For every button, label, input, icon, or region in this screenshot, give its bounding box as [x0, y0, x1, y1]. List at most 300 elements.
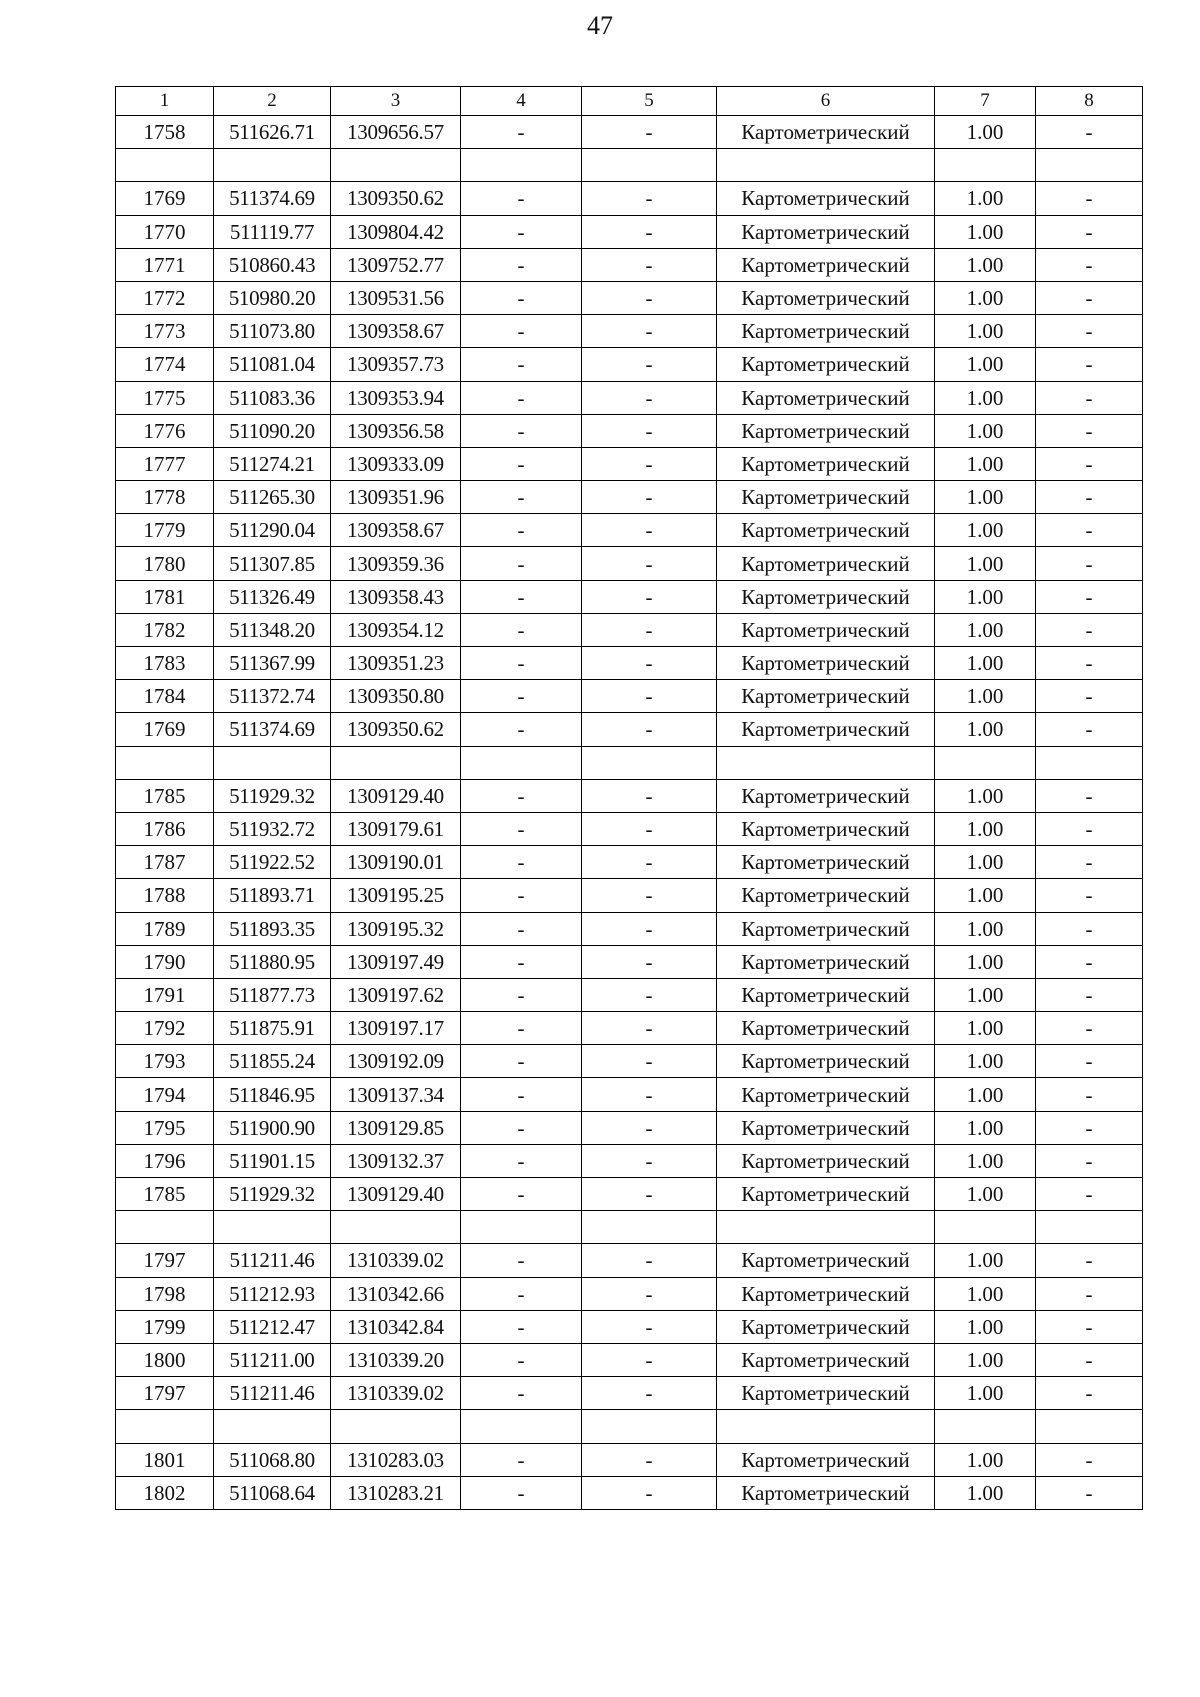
table-cell: - — [582, 812, 717, 845]
table-cell: - — [1036, 1012, 1143, 1045]
table-cell: 1309129.85 — [331, 1111, 461, 1144]
table-cell: - — [1036, 978, 1143, 1011]
table-cell: 511929.32 — [214, 1178, 331, 1211]
table-cell: 1309531.56 — [331, 281, 461, 314]
table-cell: Картометрический — [717, 1012, 935, 1045]
table-cell — [935, 1211, 1036, 1244]
table-cell: 511922.52 — [214, 846, 331, 879]
table-cell: - — [582, 978, 717, 1011]
table-cell: - — [461, 315, 582, 348]
table-cell: 511081.04 — [214, 348, 331, 381]
table-cell: - — [461, 447, 582, 480]
table-cell: 511901.15 — [214, 1144, 331, 1177]
table-row — [116, 315, 1143, 348]
table-cell: - — [1036, 248, 1143, 281]
table-cell: 1309358.67 — [331, 315, 461, 348]
table-cell: 1.00 — [935, 481, 1036, 514]
table-cell: - — [582, 1144, 717, 1177]
header-cell-4: 4 — [461, 87, 582, 116]
table-row — [116, 1111, 1143, 1144]
table-row — [116, 215, 1143, 248]
table-row — [116, 1012, 1143, 1045]
table-cell — [582, 1211, 717, 1244]
table-cell: - — [1036, 514, 1143, 547]
table-cell: 511374.69 — [214, 713, 331, 746]
table-cell: Картометрический — [717, 1244, 935, 1277]
table-cell: 1796 — [116, 1144, 214, 1177]
table-cell: 1309354.12 — [331, 613, 461, 646]
coordinates-table — [115, 86, 1143, 1510]
table-cell: 511211.46 — [214, 1244, 331, 1277]
table-cell: - — [1036, 1277, 1143, 1310]
table-cell: 1309192.09 — [331, 1045, 461, 1078]
table-cell: - — [582, 945, 717, 978]
table-cell: Картометрический — [717, 215, 935, 248]
table-cell: - — [461, 1244, 582, 1277]
table-cell: - — [1036, 1377, 1143, 1410]
table-cell: Картометрический — [717, 580, 935, 613]
table-cell: - — [1036, 945, 1143, 978]
table-cell — [331, 1410, 461, 1443]
table-cell: 1309356.58 — [331, 414, 461, 447]
table-cell: 1.00 — [935, 1012, 1036, 1045]
table-cell — [214, 746, 331, 779]
table-cell: 1.00 — [935, 414, 1036, 447]
table-cell: - — [1036, 580, 1143, 613]
table-cell: - — [461, 1178, 582, 1211]
table-cell: - — [582, 1277, 717, 1310]
table-cell: 1775 — [116, 381, 214, 414]
table-cell: 1310342.84 — [331, 1310, 461, 1343]
table-cell: 511119.77 — [214, 215, 331, 248]
table-cell: Картометрический — [717, 613, 935, 646]
table-cell — [1036, 149, 1143, 182]
table-cell: 1.00 — [935, 879, 1036, 912]
table-cell: 1309197.62 — [331, 978, 461, 1011]
table-cell: - — [461, 481, 582, 514]
table-cell: 1.00 — [935, 680, 1036, 713]
table-cell: 1309752.77 — [331, 248, 461, 281]
table-cell: - — [461, 1045, 582, 1078]
table-cell: Картометрический — [717, 713, 935, 746]
table-cell: - — [461, 1111, 582, 1144]
table-cell: 1.00 — [935, 647, 1036, 680]
table-cell: - — [1036, 1343, 1143, 1376]
table-cell: Картометрический — [717, 647, 935, 680]
table-row — [116, 547, 1143, 580]
page-number: 47 — [587, 11, 613, 40]
header-row — [116, 87, 1143, 116]
table-cell — [461, 746, 582, 779]
table-cell — [116, 746, 214, 779]
table-cell: 1.00 — [935, 182, 1036, 215]
table-cell: 511274.21 — [214, 447, 331, 480]
table-cell: - — [1036, 315, 1143, 348]
table-cell: Картометрический — [717, 779, 935, 812]
table-cell: - — [461, 812, 582, 845]
table-row — [116, 613, 1143, 646]
table-cell: 1780 — [116, 547, 214, 580]
table-cell: - — [582, 1012, 717, 1045]
table-cell: - — [1036, 1045, 1143, 1078]
table-cell: 511932.72 — [214, 812, 331, 845]
table-cell: 511290.04 — [214, 514, 331, 547]
table-cell: 1779 — [116, 514, 214, 547]
table-cell: 1788 — [116, 879, 214, 912]
table-cell: 1.00 — [935, 1343, 1036, 1376]
table-cell: - — [461, 613, 582, 646]
table-cell: 1787 — [116, 846, 214, 879]
table-cell: - — [582, 613, 717, 646]
table-cell: - — [582, 381, 717, 414]
table-row — [116, 281, 1143, 314]
table-cell: 1309197.17 — [331, 1012, 461, 1045]
table-cell: - — [461, 846, 582, 879]
table-cell: Картометрический — [717, 1310, 935, 1343]
table-cell: Картометрический — [717, 182, 935, 215]
table-cell: 1770 — [116, 215, 214, 248]
table-cell — [116, 1211, 214, 1244]
table-cell: - — [1036, 1244, 1143, 1277]
table-cell: - — [461, 713, 582, 746]
table-cell: Картометрический — [717, 315, 935, 348]
table-cell: 1798 — [116, 1277, 214, 1310]
separator-row — [116, 149, 1143, 182]
table-cell: - — [1036, 116, 1143, 149]
table-cell: 1797 — [116, 1377, 214, 1410]
table-cell: 1.00 — [935, 713, 1036, 746]
table-cell — [1036, 1410, 1143, 1443]
table-cell: - — [1036, 912, 1143, 945]
table-cell: 1.00 — [935, 1377, 1036, 1410]
table-cell: - — [461, 1310, 582, 1343]
table-cell: 1310339.02 — [331, 1244, 461, 1277]
table-cell: 1.00 — [935, 1476, 1036, 1509]
table-cell — [461, 1410, 582, 1443]
table-cell: 511875.91 — [214, 1012, 331, 1045]
table-cell: - — [461, 1443, 582, 1476]
table-cell: 1786 — [116, 812, 214, 845]
table-cell: 1309351.23 — [331, 647, 461, 680]
table-cell: - — [461, 680, 582, 713]
table-cell: 1309351.96 — [331, 481, 461, 514]
table-cell: 511307.85 — [214, 547, 331, 580]
table-cell: 511073.80 — [214, 315, 331, 348]
table-row — [116, 1045, 1143, 1078]
table-row — [116, 1078, 1143, 1111]
table-cell: - — [1036, 779, 1143, 812]
table-cell: 1.00 — [935, 1277, 1036, 1310]
table-cell: Картометрический — [717, 879, 935, 912]
table-cell: - — [582, 447, 717, 480]
table-cell: - — [582, 182, 717, 215]
table-cell: 1.00 — [935, 1045, 1036, 1078]
table-cell: Картометрический — [717, 1443, 935, 1476]
table-cell: 511211.46 — [214, 1377, 331, 1410]
table-cell: - — [1036, 1144, 1143, 1177]
table-cell: 511900.90 — [214, 1111, 331, 1144]
table-cell: - — [1036, 846, 1143, 879]
table-cell: 511846.95 — [214, 1078, 331, 1111]
table-cell: 1758 — [116, 116, 214, 149]
table-cell: 1784 — [116, 680, 214, 713]
table-cell: - — [582, 680, 717, 713]
table-cell: 511212.93 — [214, 1277, 331, 1310]
table-cell: Картометрический — [717, 1343, 935, 1376]
table-cell: 1.00 — [935, 1244, 1036, 1277]
table-cell: 1799 — [116, 1310, 214, 1343]
table-cell: 1.00 — [935, 812, 1036, 845]
table-cell — [935, 1410, 1036, 1443]
table-cell: 1.00 — [935, 348, 1036, 381]
table-cell: Картометрический — [717, 1476, 935, 1509]
table-row — [116, 647, 1143, 680]
table-cell: Картометрический — [717, 1045, 935, 1078]
table-cell: Картометрический — [717, 912, 935, 945]
table-cell: 1309357.73 — [331, 348, 461, 381]
table-cell: - — [461, 248, 582, 281]
table-cell: - — [1036, 1476, 1143, 1509]
table-cell: 1795 — [116, 1111, 214, 1144]
table-cell — [582, 746, 717, 779]
table-cell: 1769 — [116, 713, 214, 746]
table-cell — [1036, 1211, 1143, 1244]
table-cell: - — [461, 1078, 582, 1111]
table-row — [116, 348, 1143, 381]
table-cell: - — [461, 912, 582, 945]
table-cell: 511348.20 — [214, 613, 331, 646]
table-cell: 511265.30 — [214, 481, 331, 514]
table-cell: Картометрический — [717, 381, 935, 414]
table-cell: 1.00 — [935, 315, 1036, 348]
table-cell: - — [1036, 281, 1143, 314]
table-row — [116, 1310, 1143, 1343]
table-cell: - — [582, 248, 717, 281]
table-cell: 1793 — [116, 1045, 214, 1078]
header-cell-5: 5 — [582, 87, 717, 116]
table-cell: 511367.99 — [214, 647, 331, 680]
table-row — [116, 248, 1143, 281]
table-cell — [1036, 746, 1143, 779]
table-cell: - — [461, 182, 582, 215]
table-row — [116, 713, 1143, 746]
table-cell: - — [461, 414, 582, 447]
table-row — [116, 481, 1143, 514]
table-cell: 1791 — [116, 978, 214, 1011]
table-cell: 1309129.40 — [331, 1178, 461, 1211]
table-row — [116, 1277, 1143, 1310]
table-cell: 1.00 — [935, 846, 1036, 879]
table-cell: 1.00 — [935, 281, 1036, 314]
table-cell: - — [582, 779, 717, 812]
table-cell: 1785 — [116, 1178, 214, 1211]
table-cell — [214, 149, 331, 182]
table-cell: - — [582, 879, 717, 912]
table-cell: Картометрический — [717, 1277, 935, 1310]
table-cell: 1.00 — [935, 580, 1036, 613]
table-cell: Картометрический — [717, 248, 935, 281]
table-cell: 1.00 — [935, 613, 1036, 646]
table-cell: - — [1036, 1310, 1143, 1343]
table-cell: - — [461, 1343, 582, 1376]
table-row — [116, 779, 1143, 812]
table-cell: 1772 — [116, 281, 214, 314]
table-cell: - — [461, 1476, 582, 1509]
table-cell: 1.00 — [935, 1310, 1036, 1343]
table-cell: - — [582, 1443, 717, 1476]
table-cell — [116, 1410, 214, 1443]
table-cell: - — [582, 348, 717, 381]
table-cell: - — [582, 1244, 717, 1277]
table-cell: 1783 — [116, 647, 214, 680]
table-cell: Картометрический — [717, 812, 935, 845]
table-cell: - — [1036, 447, 1143, 480]
table-cell: - — [582, 713, 717, 746]
table-cell: - — [582, 116, 717, 149]
header-cell-8: 8 — [1036, 87, 1143, 116]
table-cell: 511893.35 — [214, 912, 331, 945]
table-cell: 1776 — [116, 414, 214, 447]
table-cell: - — [582, 912, 717, 945]
table-cell — [717, 1211, 935, 1244]
table-cell: 1309804.42 — [331, 215, 461, 248]
table-cell: - — [1036, 1078, 1143, 1111]
table-body — [116, 116, 1143, 1510]
table-cell: - — [461, 215, 582, 248]
table-cell: 1309350.62 — [331, 182, 461, 215]
table-cell: - — [1036, 1178, 1143, 1211]
table-row — [116, 846, 1143, 879]
table-cell: Картометрический — [717, 116, 935, 149]
table-cell: Картометрический — [717, 680, 935, 713]
table-cell: - — [461, 945, 582, 978]
table-row — [116, 447, 1143, 480]
table-cell: 1310342.66 — [331, 1277, 461, 1310]
table-row — [116, 879, 1143, 912]
table-cell: - — [1036, 713, 1143, 746]
table-cell: - — [461, 779, 582, 812]
table-cell: - — [1036, 1111, 1143, 1144]
table-cell: - — [582, 215, 717, 248]
table-cell: 1771 — [116, 248, 214, 281]
table-cell: 1790 — [116, 945, 214, 978]
table-cell: Картометрический — [717, 846, 935, 879]
table-cell: 511893.71 — [214, 879, 331, 912]
table-cell: 1801 — [116, 1443, 214, 1476]
table-cell: Картометрический — [717, 547, 935, 580]
table-cell: - — [1036, 481, 1143, 514]
table-cell: - — [461, 348, 582, 381]
table-row — [116, 1443, 1143, 1476]
table-cell: 1.00 — [935, 1078, 1036, 1111]
table-row — [116, 978, 1143, 1011]
table-row — [116, 116, 1143, 149]
header-cell-1: 1 — [116, 87, 214, 116]
table-cell: 511211.00 — [214, 1343, 331, 1376]
table-cell: - — [1036, 215, 1143, 248]
table-cell — [717, 149, 935, 182]
table-cell: 1.00 — [935, 248, 1036, 281]
table-cell: 1.00 — [935, 912, 1036, 945]
table-cell: - — [1036, 1443, 1143, 1476]
table-cell: - — [582, 514, 717, 547]
table-cell — [461, 149, 582, 182]
table-cell: - — [461, 1144, 582, 1177]
table-cell — [935, 149, 1036, 182]
table-cell: - — [582, 315, 717, 348]
table-cell: 1310283.21 — [331, 1476, 461, 1509]
table-cell: 1.00 — [935, 1178, 1036, 1211]
table-cell: - — [1036, 182, 1143, 215]
table-cell: Картометрический — [717, 281, 935, 314]
table-cell: Картометрический — [717, 447, 935, 480]
table-row — [116, 1144, 1143, 1177]
table-cell: 1781 — [116, 580, 214, 613]
table-row — [116, 1476, 1143, 1509]
table-cell: - — [461, 281, 582, 314]
table-cell: Картометрический — [717, 1144, 935, 1177]
table-cell: - — [582, 1343, 717, 1376]
table-cell: - — [582, 547, 717, 580]
table-cell — [331, 1211, 461, 1244]
table-cell: - — [461, 647, 582, 680]
table-cell: 510980.20 — [214, 281, 331, 314]
table-cell: Картометрический — [717, 481, 935, 514]
table-cell: - — [582, 580, 717, 613]
table-cell: 1309179.61 — [331, 812, 461, 845]
table-cell: - — [461, 547, 582, 580]
table-cell: 1.00 — [935, 1144, 1036, 1177]
table-cell: 1797 — [116, 1244, 214, 1277]
table-cell: 511855.24 — [214, 1045, 331, 1078]
table-cell: 1309358.43 — [331, 580, 461, 613]
table-cell: 1309350.80 — [331, 680, 461, 713]
table-row — [116, 1244, 1143, 1277]
separator-row — [116, 1211, 1143, 1244]
table-cell: - — [582, 1178, 717, 1211]
header-cell-2: 2 — [214, 87, 331, 116]
table-cell: - — [461, 1012, 582, 1045]
table-cell: 1.00 — [935, 116, 1036, 149]
table-cell: 1309137.34 — [331, 1078, 461, 1111]
table-cell — [717, 746, 935, 779]
table-cell: - — [582, 647, 717, 680]
table-cell: - — [582, 414, 717, 447]
table-cell: 1.00 — [935, 215, 1036, 248]
table-cell: 511090.20 — [214, 414, 331, 447]
table-cell: 1.00 — [935, 547, 1036, 580]
table-cell: Картометрический — [717, 1178, 935, 1211]
header-cell-3: 3 — [331, 87, 461, 116]
table-cell: 1309129.40 — [331, 779, 461, 812]
table-cell: - — [1036, 879, 1143, 912]
table-row — [116, 381, 1143, 414]
table-cell: 1785 — [116, 779, 214, 812]
separator-row — [116, 1410, 1143, 1443]
table-cell: - — [1036, 647, 1143, 680]
table-cell: - — [461, 1277, 582, 1310]
table-cell: - — [582, 1377, 717, 1410]
table-cell: 1310339.20 — [331, 1343, 461, 1376]
table-row — [116, 182, 1143, 215]
table-cell: 1310339.02 — [331, 1377, 461, 1410]
table-cell: - — [582, 846, 717, 879]
table-cell: 511068.64 — [214, 1476, 331, 1509]
table-row — [116, 514, 1143, 547]
table-cell: - — [1036, 812, 1143, 845]
table-row — [116, 680, 1143, 713]
table-cell: 1.00 — [935, 447, 1036, 480]
